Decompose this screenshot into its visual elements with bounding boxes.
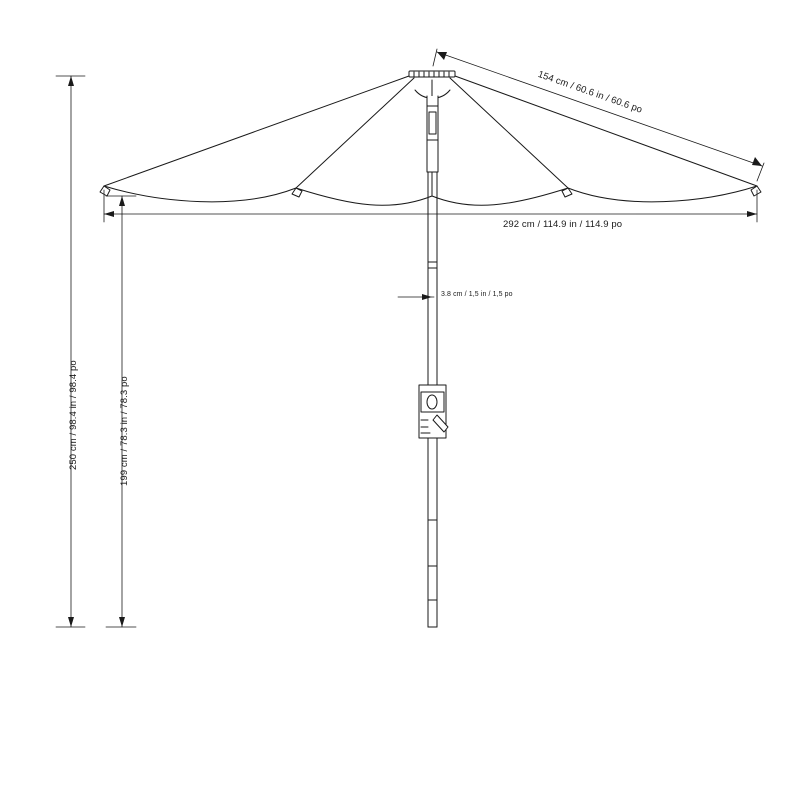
dimension-label-canopy-width: 292 cm / 114.9 in / 114.9 po [503, 219, 623, 230]
dimension-rib-length [433, 49, 764, 181]
top-hub-fitting [427, 96, 438, 172]
dimension-label-rib-length: 154 cm / 60.6 in / 60.6 po [536, 69, 644, 116]
dimension-total-height [56, 76, 85, 627]
dimension-label-total-height: 250 cm / 98.4 in / 98.4 po [68, 360, 79, 470]
crank-handle [419, 385, 448, 438]
dimension-label-clearance-height: 199 cm / 78.3 in / 78.3 po [119, 376, 130, 486]
dimension-canopy-width [104, 190, 757, 222]
dimension-label-pole-diameter: 3.8 cm / 1,5 in / 1,5 po [441, 291, 513, 298]
dimension-pole-diameter [398, 280, 437, 310]
